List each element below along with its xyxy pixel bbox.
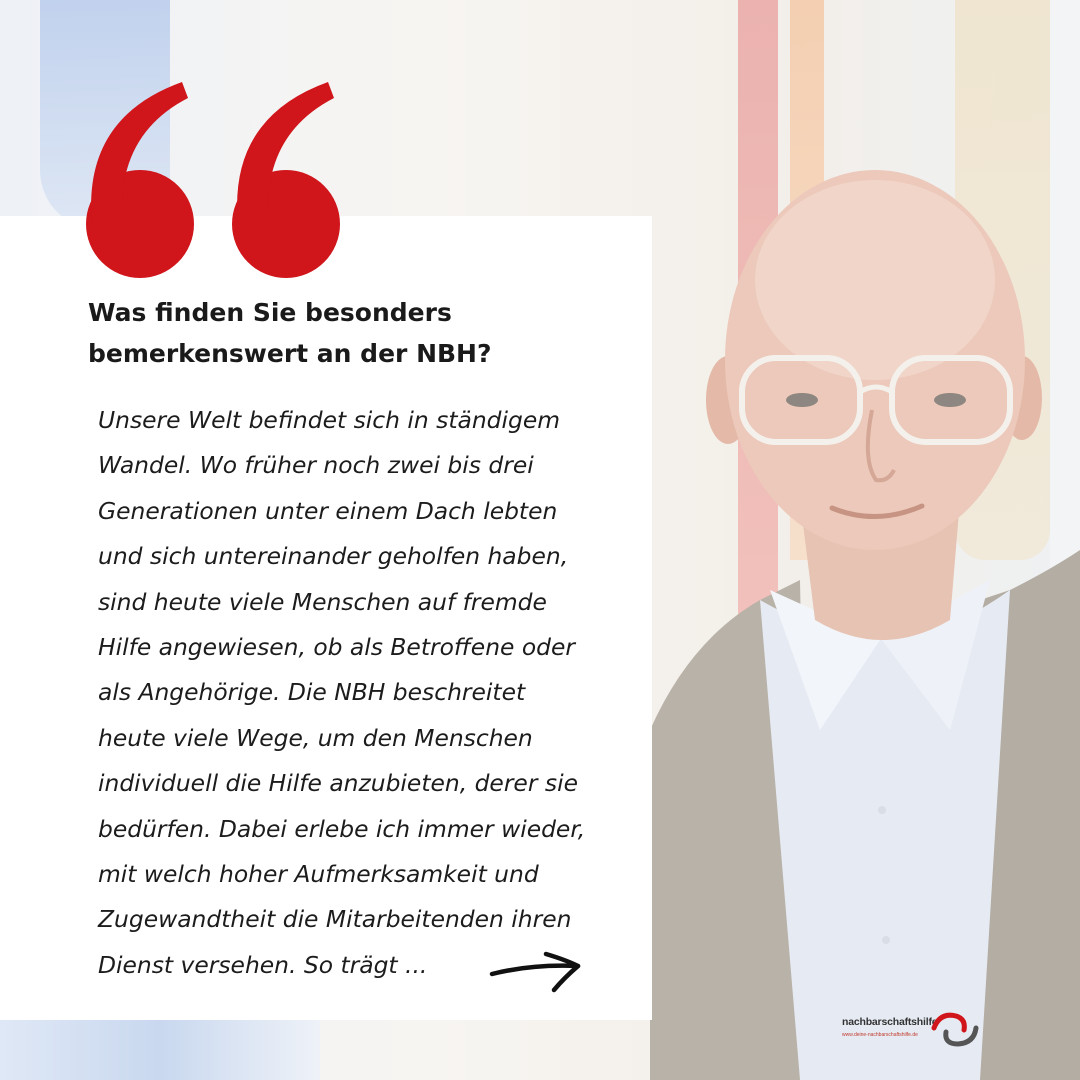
interview-answer xyxy=(98,398,646,988)
answer-line: bedürfen. Dabei erlebe ich immer wieder, xyxy=(98,814,586,843)
answer-line: individuell die Hilfe anzubieten, derer sie xyxy=(98,769,578,798)
nbh-logo xyxy=(842,1008,982,1052)
answer-line: und sich untereinander geholfen haben, xyxy=(98,542,569,571)
answer-line: mit welch hoher Aufmerksamkeit und xyxy=(98,860,539,889)
answer-line: heute viele Wege, um den Menschen xyxy=(98,723,533,752)
answer-line: Hilfe angewiesen, ob als Betroffene oder xyxy=(98,633,576,662)
answer-line: Generationen unter einem Dach lebten xyxy=(98,496,558,525)
answer-line: Dienst versehen. So trägt ... xyxy=(98,950,428,979)
portrait-photo xyxy=(650,170,1080,1080)
answer-line: Wandel. Wo früher noch zwei bis drei xyxy=(98,451,534,480)
quotation-mark-icon xyxy=(82,78,344,282)
answer-line: sind heute viele Menschen auf fremde xyxy=(98,587,547,616)
answer-line: Zugewandtheit die Mitarbeitenden ihren xyxy=(98,905,572,934)
answer-line: als Angehörige. Die NBH beschreitet xyxy=(98,678,526,707)
logo-name: nachbarschaftshilfe xyxy=(842,1016,938,1028)
answer-line: Unsere Welt befindet sich in ständigem xyxy=(98,406,561,434)
nbh-logo-icon xyxy=(930,1010,980,1050)
logo-url: www.deine-nachbarschaftshilfe.de xyxy=(842,1032,918,1038)
background-blue-glass-bottom xyxy=(0,1020,320,1080)
arrow-right-icon[interactable] xyxy=(488,950,586,996)
interview-question: Was finden Sie besonders bemerkenswert an der NBH? xyxy=(88,298,492,368)
